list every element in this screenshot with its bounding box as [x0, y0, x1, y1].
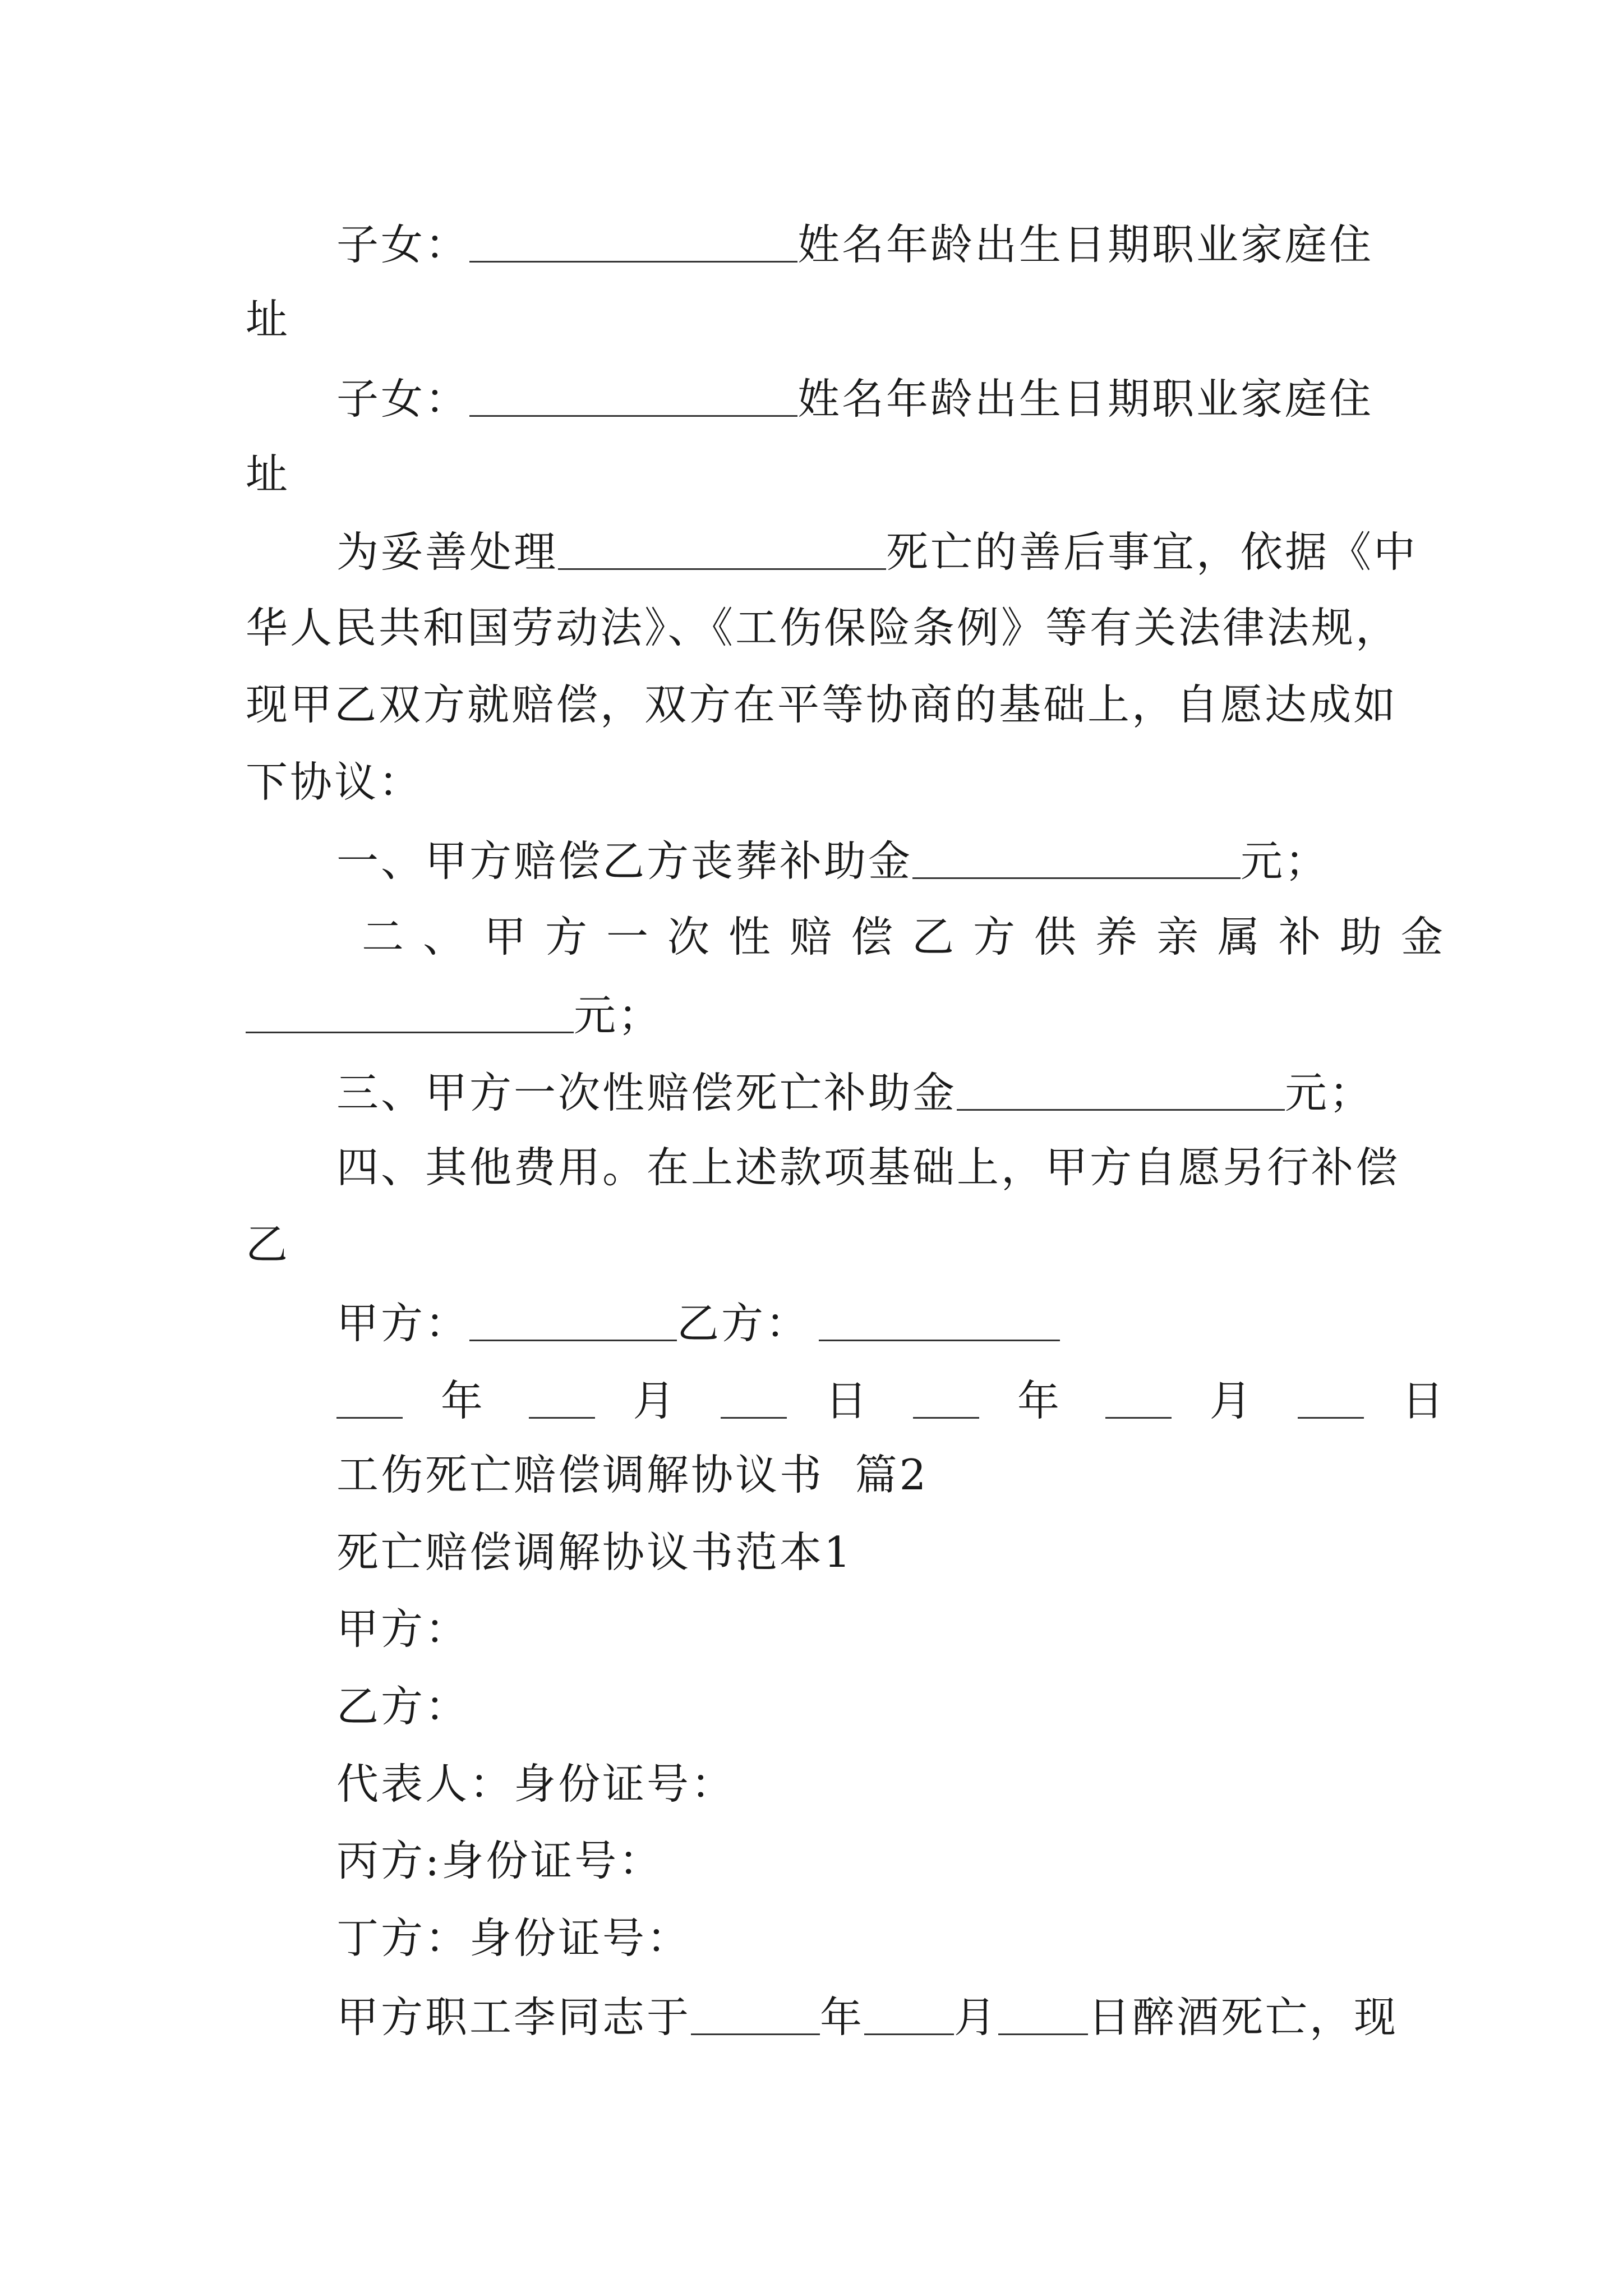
item-4-cont-text: 乙	[246, 1220, 291, 1269]
line-party-b	[336, 1682, 470, 1731]
party-c-text: 丙方:身份证号：	[336, 1836, 663, 1885]
agreement-text: 现甲乙双方就赔偿，双方在平等协商的基础上，自愿达成如	[246, 680, 1398, 729]
party-d-text: 丁方：身份证号：	[336, 1913, 691, 1963]
blank-field	[1298, 1378, 1364, 1419]
blank-field	[691, 1994, 820, 2035]
item-2-text: 二、甲方一次性赔偿乙方供养亲属补助金	[362, 912, 1463, 961]
party-a-label: 甲方：	[336, 1604, 470, 1654]
blank-field	[721, 1378, 787, 1419]
purpose-text-end: 死亡的善后事宜，依据《中	[886, 527, 1418, 577]
child-info-text: 姓名年龄出生日期职业家庭住	[797, 374, 1374, 424]
unit-yuan: 元；	[1285, 1068, 1374, 1117]
blank-field	[998, 1994, 1088, 2035]
blank-field	[912, 838, 1241, 879]
line-party-d	[336, 1913, 691, 1963]
line-agreement	[246, 680, 1398, 729]
incident-text-end: 日醉酒死亡，现	[1088, 1993, 1399, 2042]
line-incident	[336, 1993, 1399, 2042]
label-child: 子女：	[336, 374, 470, 424]
unit-yuan: 元；	[574, 991, 663, 1040]
blank-field	[819, 1300, 1060, 1341]
month-label: 月	[633, 1376, 677, 1425]
line-item-3	[336, 1068, 1374, 1117]
party-b-label: 乙方：	[336, 1682, 470, 1731]
incident-text-start: 甲方职工李同志于	[336, 1993, 691, 2042]
child-info-text: 姓名年龄出生日期职业家庭住	[797, 220, 1374, 269]
section-heading-2	[336, 1450, 929, 1499]
year-label: 年	[440, 1376, 485, 1425]
blank-field	[469, 222, 797, 263]
blank-field	[558, 529, 886, 570]
line-item-2-amount	[246, 991, 663, 1040]
blank-field	[246, 992, 574, 1033]
line-child-1	[336, 220, 1374, 269]
blank-field	[1105, 1378, 1172, 1419]
party-b-label: 乙方：	[677, 1299, 810, 1348]
address-text: 址	[246, 295, 291, 344]
address-text: 址	[246, 449, 291, 499]
line-representative	[336, 1759, 736, 1809]
line-address-1	[246, 295, 291, 344]
line-signatures	[336, 1299, 1060, 1348]
item-3-text: 三、甲方一次性赔偿死亡补助金	[336, 1068, 957, 1117]
line-party-c	[336, 1836, 663, 1885]
line-child-2	[336, 374, 1374, 424]
line-purpose	[336, 527, 1418, 577]
party-a-label: 甲方：	[336, 1299, 470, 1348]
item-1-text: 一、甲方赔偿乙方丧葬补助金	[336, 836, 913, 886]
label-child: 子女：	[336, 220, 470, 269]
law-text: 华人民共和国劳动法》、《工伤保险条例》等有关法律法规，	[246, 603, 1400, 652]
section-heading-text: 工伤死亡赔偿调解协议书 篇2	[336, 1450, 929, 1499]
year-label: 年	[1017, 1376, 1062, 1425]
day-label: 日	[1401, 1376, 1446, 1425]
line-item-4-cont	[246, 1220, 291, 1269]
item-4-text: 四、其他费用。在上述款项基础上，甲方自愿另行补偿	[336, 1143, 1400, 1192]
blank-field	[469, 376, 797, 417]
line-address-2	[246, 449, 291, 499]
representative-text: 代表人：身份证号：	[336, 1759, 736, 1809]
line-dates	[336, 1376, 1446, 1425]
line-following	[246, 757, 423, 807]
purpose-text-start: 为妥善处理	[336, 527, 559, 577]
blank-field	[913, 1378, 979, 1419]
month-label: 月	[954, 1993, 999, 2042]
line-item-2	[362, 912, 1463, 961]
line-item-4	[336, 1143, 1400, 1192]
line-party-a	[336, 1604, 470, 1654]
line-item-1	[336, 836, 1330, 886]
line-law	[246, 603, 1400, 652]
day-label: 日	[825, 1376, 870, 1425]
following-text: 下协议：	[246, 757, 423, 807]
blank-field	[529, 1378, 595, 1419]
unit-yuan: 元；	[1241, 836, 1330, 886]
template-title	[336, 1527, 853, 1577]
blank-field	[469, 1300, 677, 1341]
year-label: 年	[820, 1993, 865, 2042]
blank-field	[957, 1070, 1285, 1111]
blank-field	[864, 1994, 954, 2035]
blank-field	[336, 1378, 403, 1419]
template-title-text: 死亡赔偿调解协议书范本1	[336, 1527, 853, 1577]
month-label: 月	[1209, 1376, 1254, 1425]
